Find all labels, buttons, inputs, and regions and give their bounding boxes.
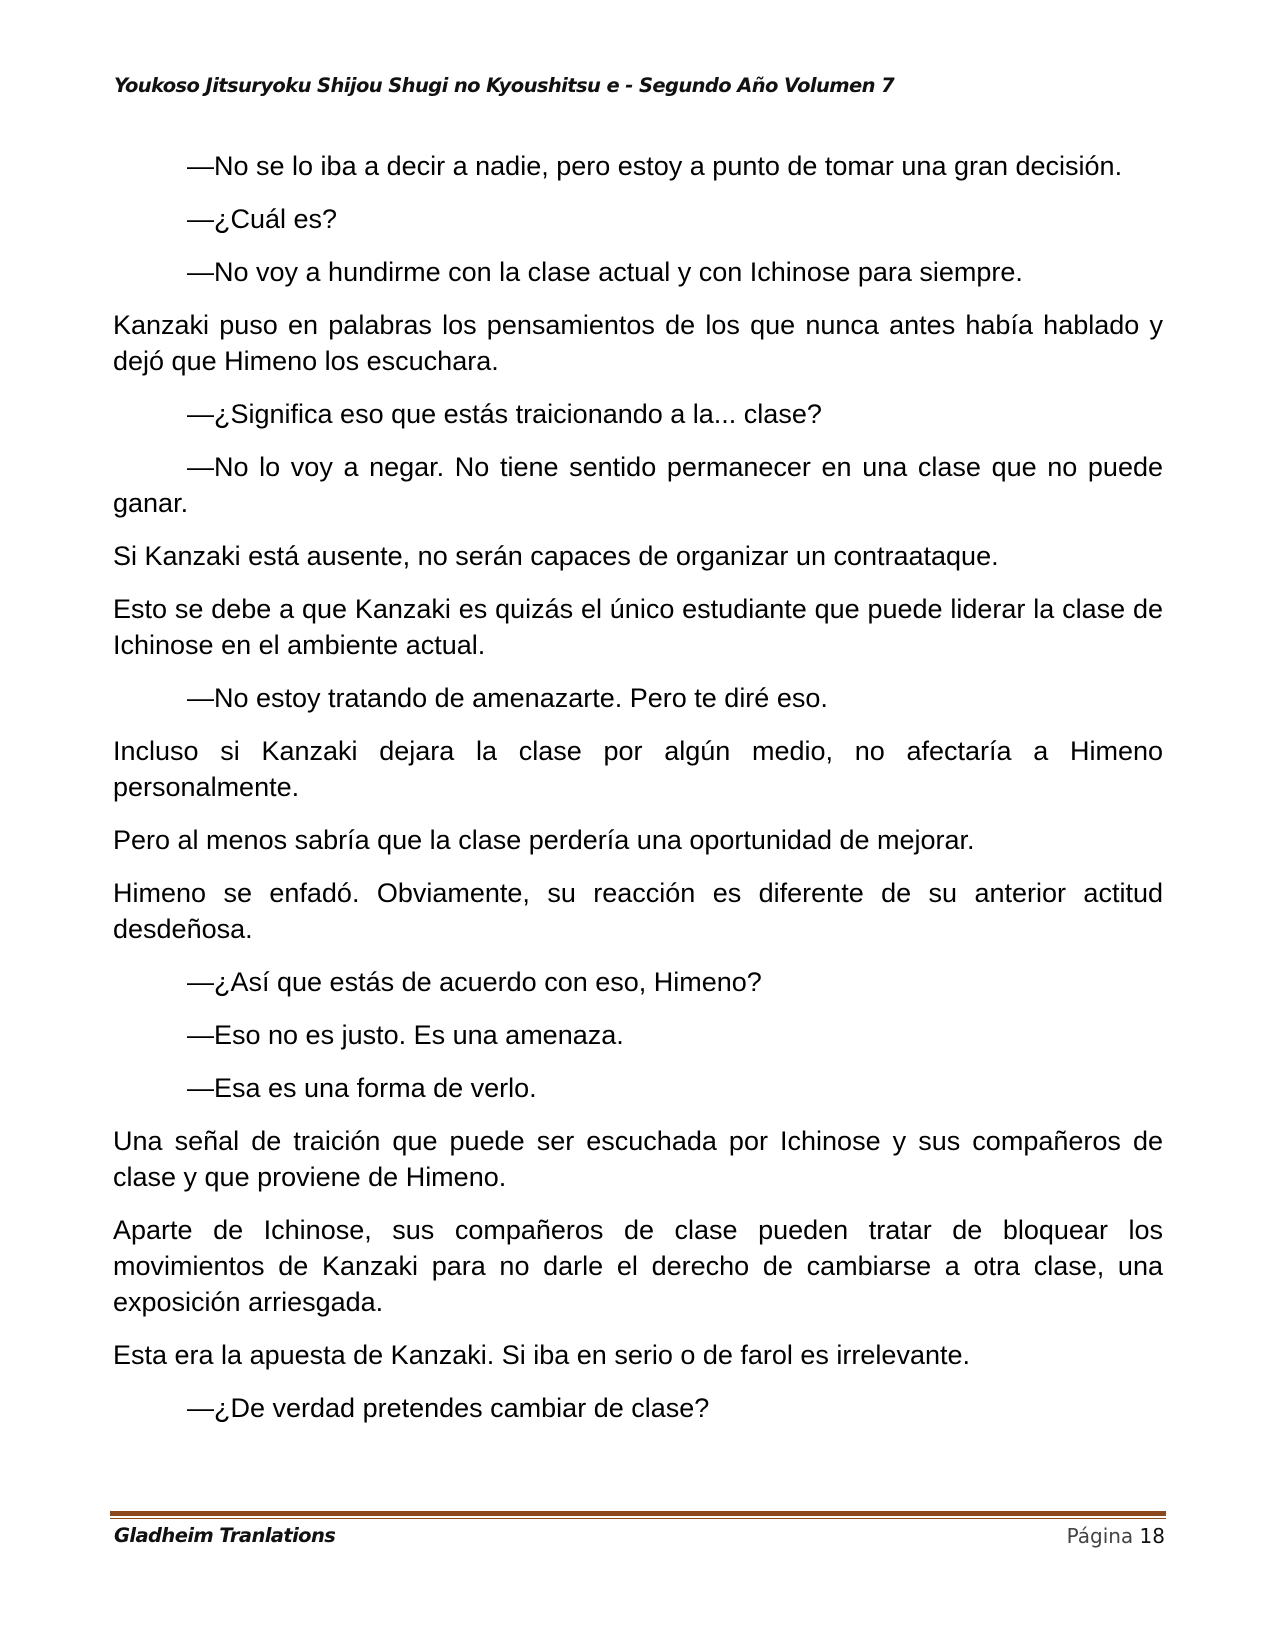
paragraph: —¿Significa eso que estás traicionando a la... clase? — [187, 399, 822, 429]
paragraph: Aparte de Ichinose, sus compañeros de clase pueden tratar de bloquear los movimientos de Kanzaki para no darle el derecho de cambiarse a otra clase, una exposición arriesgada. — [113, 1215, 1163, 1317]
page-number-value: 18 — [1139, 1524, 1165, 1548]
page-label: Página — [1066, 1524, 1134, 1548]
paragraph: —No estoy tratando de amenazarte. Pero te diré eso. — [187, 683, 828, 713]
paragraph: —Esa es una forma de verlo. — [187, 1073, 537, 1103]
paragraph: Esto se debe a que Kanzaki es quizás el único estudiante que puede liderar la clase de Ichinose en el ambiente actual. — [113, 594, 1163, 660]
footer-divider-thin — [110, 1518, 1166, 1519]
paragraph: Incluso si Kanzaki dejara la clase por algún medio, no afectaría a Himeno personalmente. — [113, 736, 1163, 802]
footer-divider-thick — [110, 1511, 1166, 1516]
page-number — [1067, 1524, 1165, 1548]
paragraph: Una señal de traición que puede ser escuchada por Ichinose y sus compañeros de clase y que proviene de Himeno. — [113, 1126, 1163, 1192]
paragraph: —¿Cuál es? — [187, 204, 338, 234]
paragraph: Himeno se enfadó. Obviamente, su reacción es diferente de su anterior actitud desdeñosa. — [113, 878, 1163, 944]
running-header: Youkoso Jitsuryoku Shijou Shugi no Kyoushitsu e - Segundo Año Volumen 7 — [114, 74, 895, 97]
translator-credit: Gladheim Tranlations — [114, 1524, 336, 1547]
paragraph: —No se lo iba a decir a nadie, pero estoy a punto de tomar una gran decisión. — [187, 151, 1123, 181]
page-body — [113, 148, 1163, 1443]
paragraph: —No lo voy a negar. No tiene sentido permanecer en una clase que no puede ganar. — [113, 452, 1163, 518]
paragraph: Esta era la apuesta de Kanzaki. Si iba en serio o de farol es irrelevante. — [113, 1340, 970, 1370]
paragraph: Kanzaki puso en palabras los pensamientos de los que nunca antes había hablado y dejó que Himeno los escuchara. — [113, 310, 1163, 376]
footer-divider — [110, 1511, 1166, 1520]
paragraph: Pero al menos sabría que la clase perdería una oportunidad de mejorar. — [113, 825, 975, 855]
paragraph: —Eso no es justo. Es una amenaza. — [187, 1020, 624, 1050]
paragraph: —¿Así que estás de acuerdo con eso, Himeno? — [187, 967, 762, 997]
paragraph: —No voy a hundirme con la clase actual y con Ichinose para siempre. — [187, 257, 1023, 287]
paragraph: Si Kanzaki está ausente, no serán capaces de organizar un contraataque. — [113, 541, 999, 571]
paragraph: —¿De verdad pretendes cambiar de clase? — [187, 1393, 710, 1423]
